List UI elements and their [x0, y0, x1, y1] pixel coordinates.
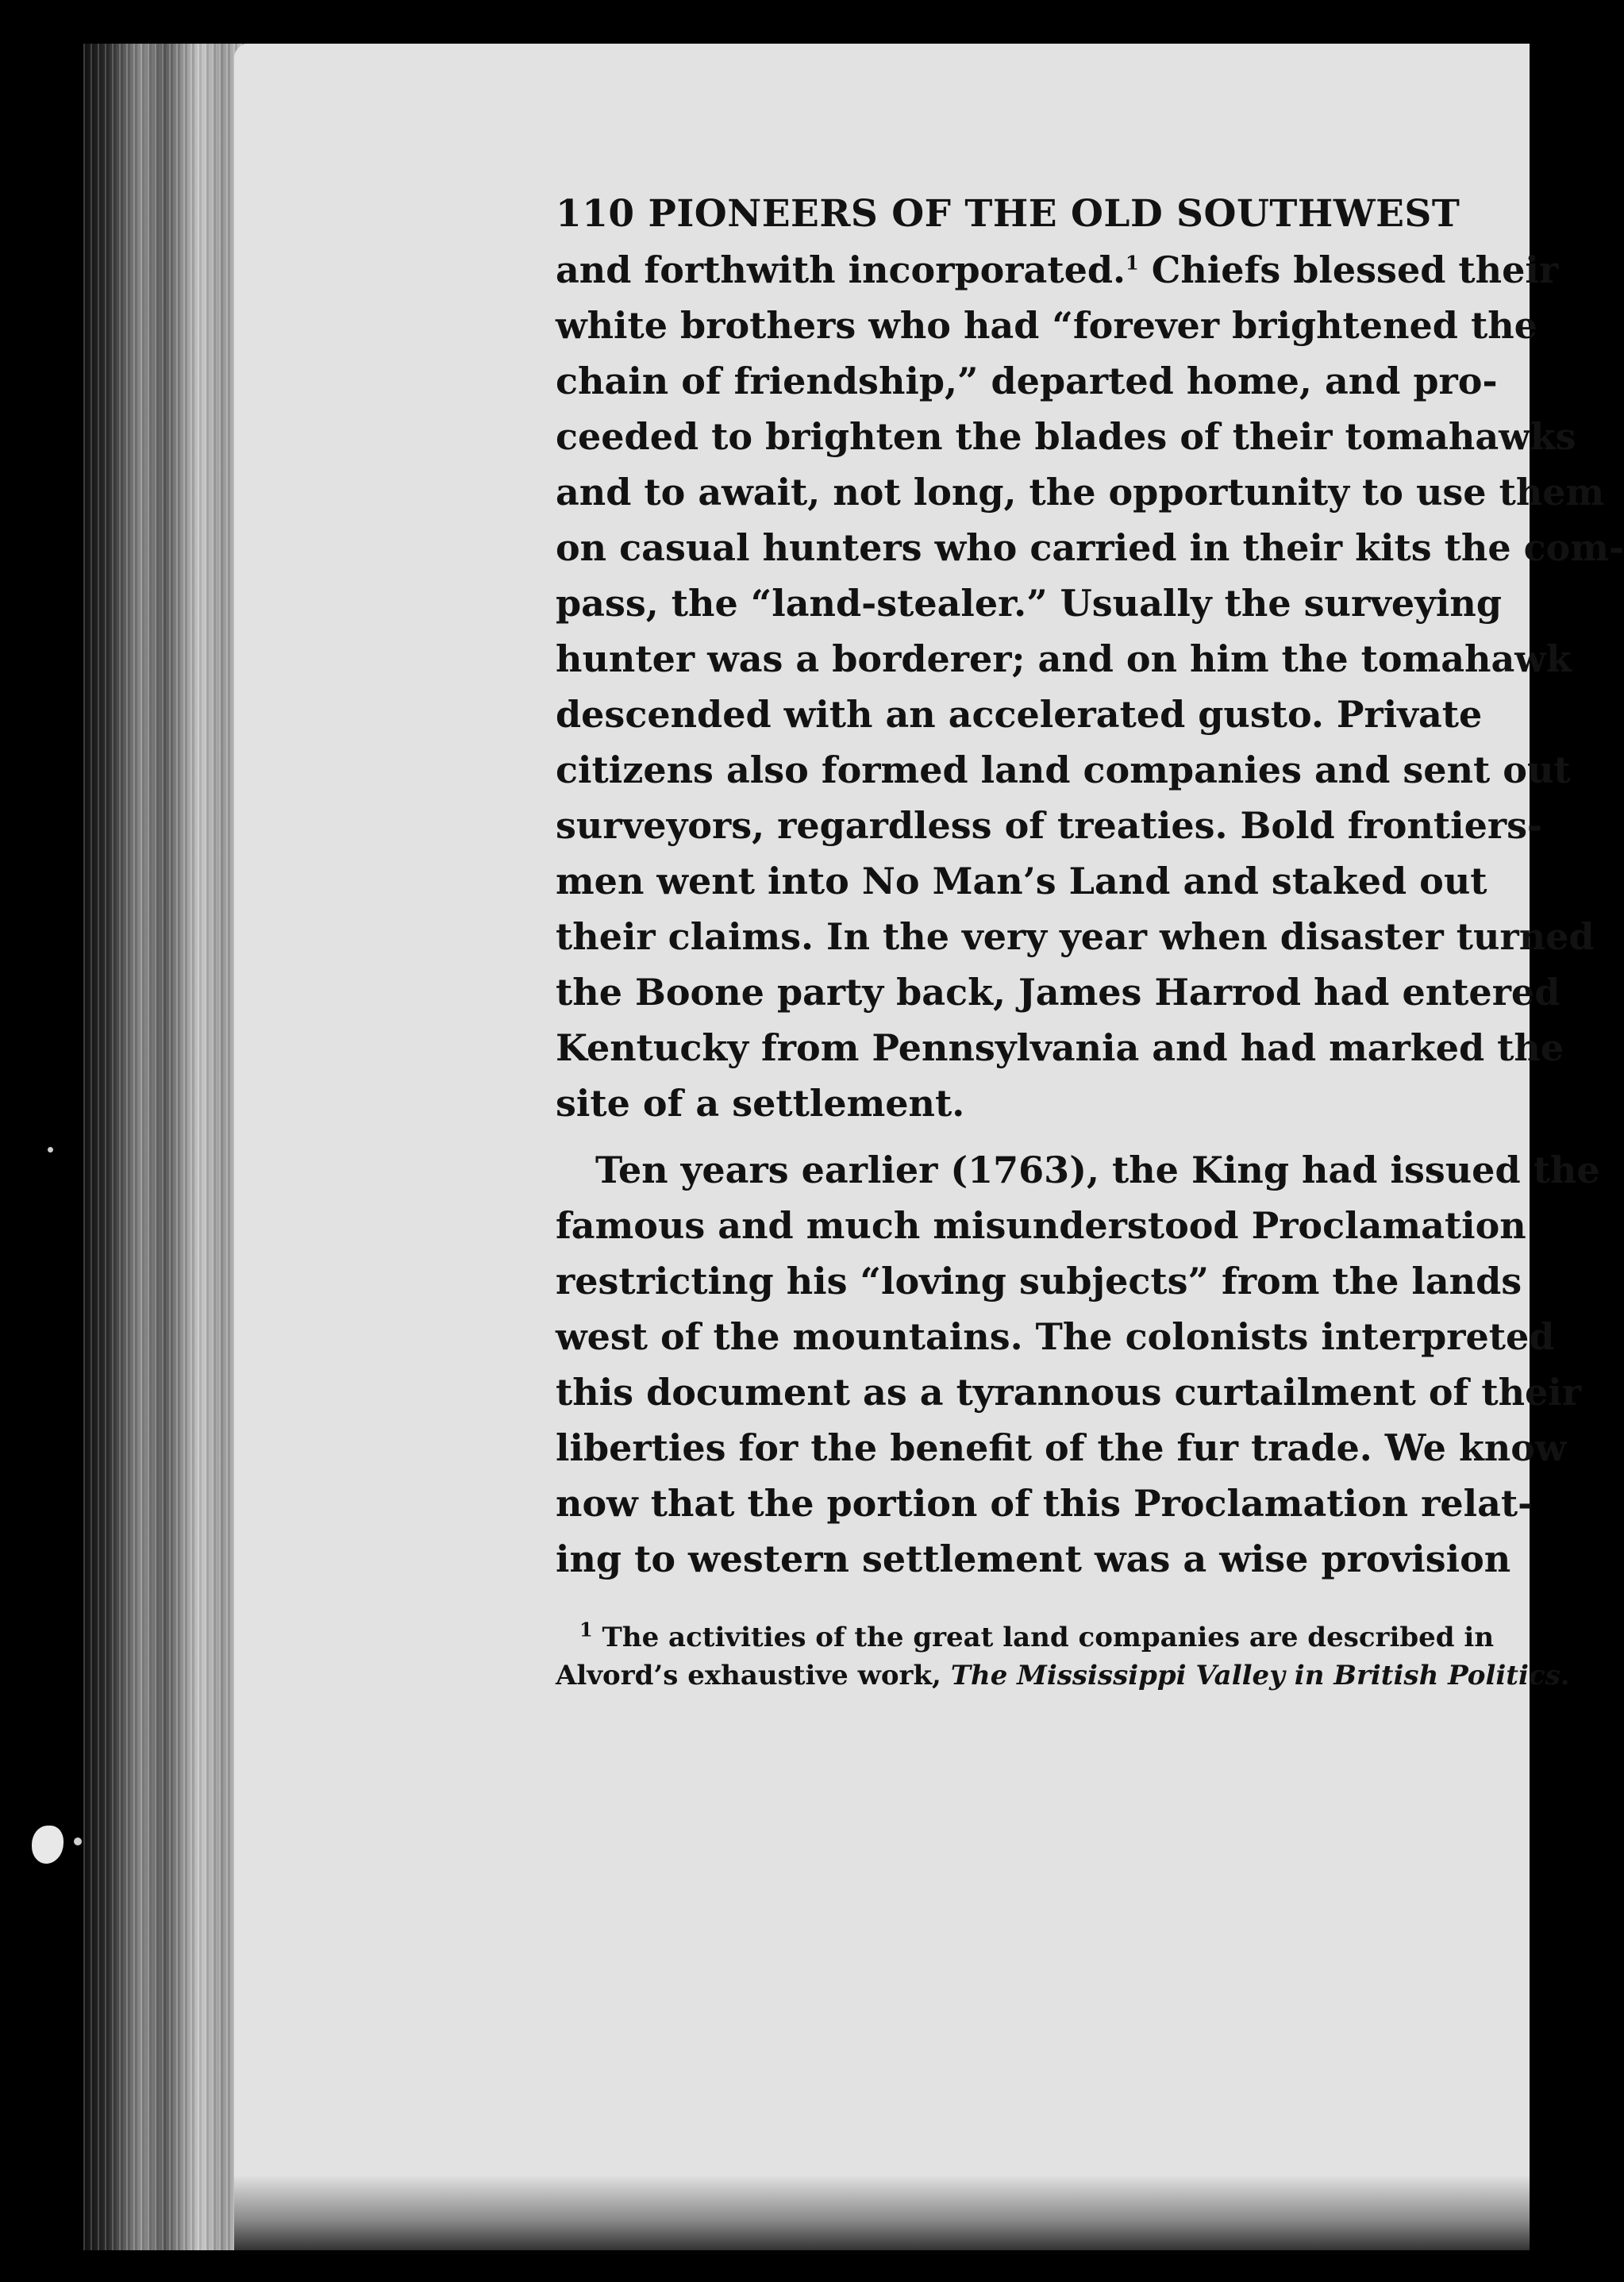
footnote-marker: 1	[1126, 251, 1139, 275]
paragraph-1	[556, 242, 1624, 1131]
scan-speck	[48, 1147, 53, 1153]
text-line: west of the mountains. The colonists interpreted	[556, 1315, 1555, 1358]
text-line: chain of friendship,” departed home, and pro-	[556, 360, 1498, 402]
text-line: famous and much misunderstood Proclamation	[556, 1204, 1526, 1247]
paragraph-gap	[556, 1131, 1460, 1142]
text-line: surveyors, regardless of treaties. Bold frontiers-	[556, 804, 1543, 847]
text-line: the Boone party back, James Harrod had entered	[556, 971, 1561, 1014]
text-line: ing to western settlement was a wise provision	[556, 1537, 1511, 1580]
footnote-line: Alvord’s exhaustive work, The Mississippi Valley in British Politics.	[556, 1660, 1570, 1691]
book-title-citation: The Mississippi Valley in British Politics	[950, 1660, 1561, 1691]
text-line: their claims. In the very year when disaster turned	[556, 915, 1595, 958]
text-line: this document as a tyrannous curtailment of their	[556, 1371, 1581, 1414]
text-line: hunter was a borderer; and on him the tomahawk	[556, 637, 1572, 680]
page-bottom-shadow	[234, 2175, 1530, 2250]
text-line: Kentucky from Pennsylvania and had marked the	[556, 1026, 1564, 1069]
text-line: and to await, not long, the opportunity to use them	[556, 471, 1605, 514]
text-line: citizens also formed land companies and sent out	[556, 748, 1571, 791]
text-line: men went into No Man’s Land and staked out	[556, 860, 1487, 902]
text-line: ceeded to brighten the blades of their tomahawks	[556, 415, 1576, 458]
text-line: site of a settlement.	[556, 1082, 965, 1125]
text-line: pass, the “land-stealer.” Usually the surveying	[556, 582, 1502, 625]
scan-blemish	[32, 1826, 63, 1864]
paragraph-2	[556, 1142, 1600, 1587]
text-line: and forthwith incorporated.$^1$ Chiefs blessed their	[556, 248, 1559, 291]
footnote-number: 1	[579, 1618, 593, 1641]
page-text	[556, 187, 1624, 1695]
text-line: now that the portion of this Proclamation relat-	[556, 1482, 1534, 1525]
text-line: white brothers who had “forever brightened the	[556, 304, 1537, 347]
scan-blemish-small	[74, 1838, 82, 1845]
text-line: Ten years earlier (1763), the King had issued the	[595, 1149, 1600, 1191]
text-line: restricting his “loving subjects” from the lands	[556, 1260, 1522, 1303]
footnote	[556, 1618, 1570, 1695]
footnote-line: $^1$ The activities of the great land companies are described in	[579, 1618, 1495, 1653]
text-line: liberties for the benefit of the fur trade. We know	[556, 1426, 1567, 1469]
text-line: descended with an accelerated gusto. Private	[556, 693, 1483, 736]
running-head: 110 PIONEERS OF THE OLD SOUTHWEST	[556, 192, 1460, 236]
footnote-gap	[556, 1587, 1460, 1618]
text-line: on casual hunters who carried in their kits the com-	[556, 526, 1624, 569]
